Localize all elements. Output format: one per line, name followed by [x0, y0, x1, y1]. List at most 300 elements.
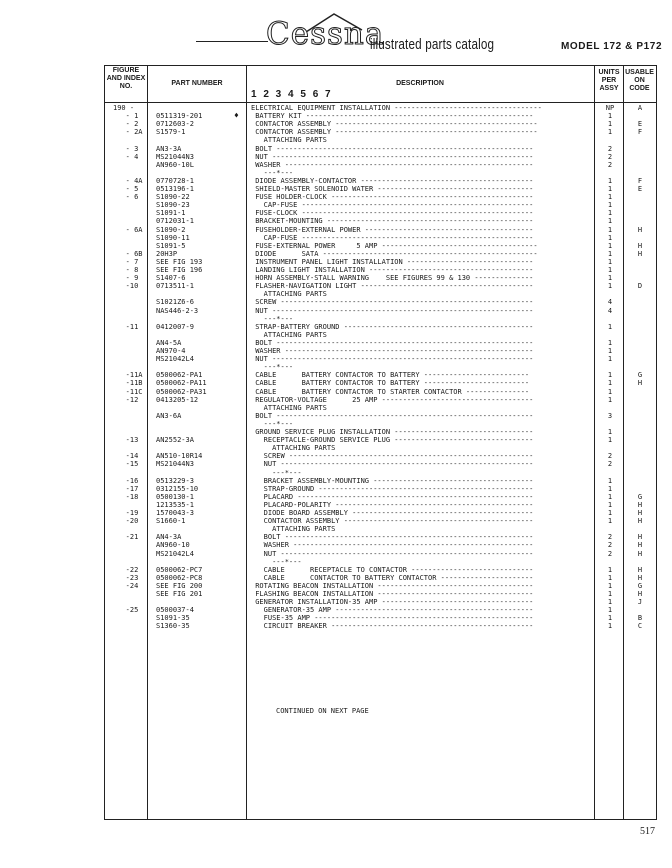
units-per-assy-cell: 1: [607, 176, 613, 185]
usable-code-cell: F: [637, 176, 643, 185]
table-row: [0, 493, 672, 501]
units-per-assy-cell: 1: [607, 517, 613, 526]
page-number: 517: [640, 826, 655, 837]
figure-index-cell: - 1: [113, 112, 139, 121]
part-number-cell: 0412007-9: [156, 322, 194, 331]
part-number-cell: 0500037-4: [156, 606, 194, 615]
figure-index-cell: -13: [113, 436, 139, 445]
part-number-cell: AN3-6A: [156, 411, 182, 420]
description-cell: CABLE BATTERY CONTACTOR TO STARTER CONTACTOR ---------------: [251, 387, 530, 396]
figure-index-cell: - 4A: [113, 176, 143, 185]
description-cell: RECEPTACLE-GROUND SERVICE PLUG ---------------------------------: [251, 436, 534, 445]
units-per-assy-cell: 1: [607, 185, 613, 193]
description-cell: ---*---: [251, 363, 294, 372]
table-row: [0, 501, 672, 509]
part-number-cell: S1090-11: [156, 233, 190, 242]
table-row: [0, 558, 672, 566]
usable-code-cell: B: [637, 614, 643, 623]
part-number-cell: 0713511-1: [156, 282, 194, 291]
usable-code-cell: H: [637, 565, 643, 574]
units-per-assy-cell: 1: [607, 241, 613, 250]
part-number-cell: AN510-10R14: [156, 452, 203, 461]
part-number-cell: 0500062-PC8: [156, 573, 203, 582]
part-number-cell: SEE FIG 201: [156, 590, 203, 598]
part-number-cell: 1213535-1: [156, 500, 194, 509]
units-per-assy-cell: 1: [607, 492, 613, 501]
description-cell: FUSE-CLOCK -------------------------------------------------------: [251, 209, 534, 218]
description-cell: STRAP-GROUND ---------------------------------------------------: [251, 484, 534, 493]
table-row: [0, 379, 672, 387]
units-per-assy-cell: 1: [607, 371, 613, 380]
part-number-cell: 1570043-3: [156, 509, 194, 517]
table-row: [0, 298, 672, 306]
part-number-cell: 0712603-2: [156, 120, 194, 129]
table-row: [0, 404, 672, 412]
table-row: [0, 161, 672, 169]
description-cell: BRACKET-MOUNTING -------------------------------------------------: [251, 217, 534, 226]
units-per-assy-cell: 1: [607, 282, 613, 291]
figure-index-cell: -10: [113, 282, 139, 291]
table-row: [0, 477, 672, 485]
catalog-title: illustrated parts catalog: [370, 36, 495, 53]
units-per-assy-cell: 1: [607, 395, 613, 404]
usable-code-cell: H: [637, 225, 643, 234]
figure-index-cell: -11B: [113, 379, 143, 388]
figure-index-cell: -25: [113, 606, 139, 615]
description-cell: ATTACHING PARTS: [251, 525, 336, 534]
description-cell: NUT --------------------------------------------------------------: [251, 355, 534, 364]
table-row: [0, 112, 672, 120]
figure-index-cell: -11A: [113, 371, 143, 380]
description-cell: ---*---: [251, 468, 302, 477]
table-row: [0, 525, 672, 533]
units-per-assy-cell: 1: [607, 590, 613, 598]
figure-index-cell: -15: [113, 460, 139, 469]
description-cell: DIODE SATA ---------------------------------------------------: [251, 249, 538, 258]
continued-note: [0, 699, 672, 715]
table-row: [0, 339, 672, 347]
description-cell: FUSE-EXTERNAL POWER 5 AMP -------------------------------------: [251, 241, 538, 250]
part-number-cell: MS21044N3: [156, 152, 194, 161]
continued-text: CONTINUED ON NEXT PAGE: [276, 707, 369, 715]
usable-code-cell: H: [637, 241, 643, 250]
units-per-assy-cell: 1: [607, 347, 613, 355]
units-per-assy-cell: 1: [607, 209, 613, 218]
description-cell: ELECTRICAL EQUIPMENT INSTALLATION -----------------------------------: [251, 104, 542, 112]
table-row: [0, 452, 672, 460]
usable-code-cell: H: [637, 549, 643, 558]
usable-code-cell: H: [637, 590, 643, 598]
description-cell: SCREW ----------------------------------------------------------: [251, 452, 534, 461]
description-cell: ---*---: [251, 314, 294, 323]
table-row: [0, 412, 672, 420]
header-description: DESCRIPTION: [396, 80, 444, 87]
description-cell: WASHER ---------------------------------------------------------: [251, 541, 534, 550]
units-per-assy-cell: 1: [607, 266, 613, 274]
table-row: [0, 574, 672, 582]
description-cell: GROUND SERVICE PLUG INSTALLATION ---------------------------------: [251, 428, 534, 436]
units-per-assy-cell: 1: [607, 257, 613, 266]
table-row: [0, 217, 672, 225]
figure-index-cell: - 6A: [113, 225, 143, 234]
part-number-cell: AN2552-3A: [156, 436, 194, 445]
units-per-assy-cell: 1: [607, 379, 613, 388]
description-cell: FLASHING BEACON INSTALLATION -------------------------------------: [251, 590, 534, 598]
part-number-cell: AN4-5A: [156, 338, 182, 347]
table-row: [0, 323, 672, 331]
diamond-marker-icon: ♦: [234, 111, 239, 121]
table-row: [0, 598, 672, 606]
table-row: [0, 590, 672, 598]
table-row: [0, 444, 672, 452]
table-row: [0, 177, 672, 185]
part-number-cell: 20H3P: [156, 249, 178, 258]
figure-index-cell: -23: [113, 573, 139, 582]
table-row: [0, 153, 672, 161]
part-number-cell: NAS446-2-3: [156, 306, 199, 315]
units-per-assy-cell: 1: [607, 249, 613, 258]
table-row: [0, 120, 672, 128]
description-cell: ROTATING BEACON INSTALLATION -------------------------------------: [251, 581, 534, 590]
units-per-assy-cell: 1: [607, 112, 613, 121]
figure-index-cell: - 8: [113, 266, 139, 274]
figure-index-cell: - 5: [113, 185, 139, 193]
units-per-assy-cell: 4: [607, 298, 613, 307]
page-header: [0, 0, 672, 66]
figure-index-cell: -14: [113, 452, 139, 461]
description-cell: STRAP-BATTERY GROUND ---------------------------------------------: [251, 322, 534, 331]
table-row: [0, 290, 672, 298]
units-per-assy-cell: 1: [607, 598, 613, 607]
part-number-cell: S1090-23: [156, 201, 190, 210]
description-cell: BOLT -------------------------------------------------------------: [251, 411, 534, 420]
description-cell: GENERATOR INSTALLATION-35 AMP ------------------------------------: [251, 598, 534, 607]
part-number-cell: 0513229-3: [156, 476, 194, 485]
description-cell: GENERATOR-35 AMP -----------------------------------------------: [251, 606, 534, 615]
units-per-assy-cell: 1: [607, 233, 613, 242]
usable-code-cell: H: [637, 573, 643, 582]
table-row: [0, 509, 672, 517]
description-cell: FUSEHOLDER-EXTERNAL POWER ----------------------------------------: [251, 225, 534, 234]
usable-code-cell: G: [637, 492, 643, 501]
description-cell: CAP-FUSE -------------------------------------------------------: [251, 233, 534, 242]
description-cell: ---*---: [251, 168, 294, 177]
description-cell: BOLT -------------------------------------------------------------: [251, 144, 534, 153]
units-per-assy-cell: NP: [605, 104, 615, 112]
description-cell: CABLE CONTACTOR TO BATTERY CONTACTOR ----------------------: [251, 573, 534, 582]
description-cell: WASHER -----------------------------------------------------------: [251, 160, 534, 169]
table-row: [0, 136, 672, 144]
table-row: [0, 104, 672, 112]
units-per-assy-cell: 2: [607, 160, 613, 169]
table-row: [0, 420, 672, 428]
units-per-assy-cell: 2: [607, 152, 613, 161]
units-per-assy-cell: 2: [607, 460, 613, 469]
description-cell: SHIELD-MASTER SOLENOID WATER -------------------------------------: [251, 185, 534, 193]
header-divider: [104, 102, 656, 103]
figure-index-cell: -11C: [113, 387, 143, 396]
description-cell: PLACARD --------------------------------------------------------: [251, 492, 534, 501]
figure-index-cell: -21: [113, 533, 139, 542]
units-per-assy-cell: 1: [607, 573, 613, 582]
units-per-assy-cell: 1: [607, 565, 613, 574]
units-per-assy-cell: 1: [607, 387, 613, 396]
part-number-cell: S1090-22: [156, 193, 190, 202]
table-row: [0, 250, 672, 258]
part-number-cell: S1021Z6-6: [156, 298, 194, 307]
description-cell: ATTACHING PARTS: [251, 444, 336, 453]
description-cell: REGULATOR-VOLTAGE 25 AMP ------------------------------------: [251, 395, 534, 404]
units-per-assy-cell: 1: [607, 581, 613, 590]
part-number-cell: MS21044N3: [156, 460, 194, 469]
units-per-assy-cell: 1: [607, 622, 613, 631]
part-number-cell: AN3-3A: [156, 144, 182, 153]
usable-code-cell: E: [637, 120, 643, 129]
units-per-assy-cell: 2: [607, 541, 613, 550]
table-row: [0, 258, 672, 266]
figure-index-cell: -18: [113, 492, 139, 501]
usable-code-cell: D: [637, 282, 643, 291]
table-row: [0, 169, 672, 177]
description-cell: CONTACTOR ASSEMBLY ------------------------------------------------: [251, 120, 538, 129]
table-row: [0, 209, 672, 217]
description-cell: CABLE BATTERY CONTACTOR TO BATTERY -------------------------: [251, 371, 530, 380]
description-cell: NUT --------------------------------------------------------------: [251, 306, 534, 315]
logo-rule: [196, 41, 268, 42]
description-cell: ATTACHING PARTS: [251, 403, 327, 412]
figure-index-cell: - 6: [113, 193, 139, 202]
figure-index-cell: - 2A: [113, 128, 143, 137]
table-row: [0, 347, 672, 355]
usable-code-cell: H: [637, 500, 643, 509]
units-per-assy-cell: 1: [607, 355, 613, 364]
description-cell: BOLT -----------------------------------------------------------: [251, 533, 534, 542]
description-cell: FLASHER-NAVIGATION LIGHT -----------------------------------------: [251, 282, 534, 291]
part-number-cell: S1660-1: [156, 517, 186, 526]
indent-level-digits: 1 2 3 4 5 6 7: [251, 89, 333, 100]
table-row: [0, 541, 672, 549]
table-row: [0, 396, 672, 404]
part-number-cell: SEE FIG 193: [156, 257, 203, 266]
table-row: [0, 614, 672, 622]
units-per-assy-cell: 3: [607, 411, 613, 420]
figure-index-cell: -12: [113, 395, 139, 404]
description-cell: FUSE HOLDER-CLOCK ------------------------------------------------: [251, 193, 534, 202]
part-number-cell: SEE FIG 200: [156, 581, 203, 590]
description-cell: INSTRUMENT PANEL LIGHT INSTALLATION ------------------------------: [251, 257, 534, 266]
units-per-assy-cell: 2: [607, 549, 613, 558]
usable-code-cell: H: [637, 541, 643, 550]
figure-index-cell: 190 -: [113, 104, 135, 112]
description-cell: ATTACHING PARTS: [251, 136, 327, 145]
part-number-cell: 0500062-PC7: [156, 565, 203, 574]
units-per-assy-cell: 1: [607, 476, 613, 485]
figure-index-cell: -11: [113, 322, 139, 331]
figure-index-cell: - 2: [113, 120, 139, 129]
usable-code-cell: H: [637, 509, 643, 517]
usable-code-cell: H: [637, 379, 643, 388]
units-per-assy-cell: 4: [607, 306, 613, 315]
part-number-cell: S1579-1: [156, 128, 186, 137]
table-row: [0, 550, 672, 558]
table-row: [0, 226, 672, 234]
units-per-assy-cell: 2: [607, 144, 613, 153]
table-row: [0, 533, 672, 541]
figure-index-cell: -22: [113, 565, 139, 574]
table-row: [0, 485, 672, 493]
part-number-cell: 0500062-PA31: [156, 387, 207, 396]
description-cell: CAP-FUSE -------------------------------------------------------: [251, 201, 534, 210]
table-row: [0, 201, 672, 209]
table-row: [0, 436, 672, 444]
part-number-cell: S1091-35: [156, 614, 190, 623]
description-cell: PLACARD-POLARITY -----------------------------------------------: [251, 500, 534, 509]
figure-index-cell: - 6B: [113, 249, 143, 258]
header-figure: FIGURE AND INDEX NO.: [106, 67, 146, 90]
description-cell: WASHER -----------------------------------------------------------: [251, 347, 534, 355]
table-row: [0, 363, 672, 371]
table-row: [0, 145, 672, 153]
usable-code-cell: H: [637, 533, 643, 542]
table-row: [0, 193, 672, 201]
table-row: [0, 582, 672, 590]
header-units: UNITS PER ASSY: [598, 69, 620, 92]
table-row: [0, 428, 672, 436]
description-cell: ATTACHING PARTS: [251, 330, 327, 339]
table-row: [0, 315, 672, 323]
part-number-cell: MS21042L4: [156, 549, 194, 558]
description-cell: ---*---: [251, 419, 294, 428]
table-row: [0, 371, 672, 379]
units-per-assy-cell: 1: [607, 338, 613, 347]
description-cell: CONTACTOR ASSEMBLY ---------------------------------------------: [251, 517, 534, 526]
description-cell: CIRCUIT BREAKER ------------------------------------------------: [251, 622, 534, 631]
table-row: [0, 234, 672, 242]
description-cell: ATTACHING PARTS: [251, 290, 327, 299]
table-row: [0, 274, 672, 282]
figure-index-cell: -16: [113, 476, 139, 485]
description-cell: SCREW ------------------------------------------------------------: [251, 298, 534, 307]
units-per-assy-cell: 1: [607, 274, 613, 283]
description-cell: DIODE BOARD ASSEMBLY -------------------------------------------: [251, 509, 534, 517]
units-per-assy-cell: 1: [607, 606, 613, 615]
units-per-assy-cell: 1: [607, 484, 613, 493]
description-cell: BOLT -------------------------------------------------------------: [251, 338, 534, 347]
units-per-assy-cell: 1: [607, 500, 613, 509]
units-per-assy-cell: 1: [607, 509, 613, 517]
part-number-cell: AN960-10L: [156, 160, 194, 169]
table-row: [0, 355, 672, 363]
description-cell: FUSE-35 AMP ----------------------------------------------------: [251, 614, 534, 623]
part-number-cell: AN4-3A: [156, 533, 182, 542]
table-row: [0, 307, 672, 315]
part-number-cell: 0312155-10: [156, 484, 199, 493]
part-number-cell: AN970-4: [156, 347, 186, 355]
description-cell: NUT ------------------------------------------------------------: [251, 460, 534, 469]
usable-code-cell: J: [637, 598, 643, 607]
part-number-cell: 0712031-1: [156, 217, 194, 226]
part-number-cell: 0500062-PA11: [156, 379, 207, 388]
table-row: [0, 388, 672, 396]
units-per-assy-cell: 1: [607, 225, 613, 234]
part-number-cell: 0500062-PA1: [156, 371, 203, 380]
table-row: [0, 242, 672, 250]
part-number-cell: 0500130-1: [156, 492, 194, 501]
units-per-assy-cell: 1: [607, 193, 613, 202]
usable-code-cell: G: [637, 371, 643, 380]
usable-code-cell: E: [637, 185, 643, 193]
units-per-assy-cell: 2: [607, 533, 613, 542]
figure-index-cell: -24: [113, 581, 139, 590]
description-cell: CABLE BATTERY CONTACTOR TO BATTERY -------------------------: [251, 379, 530, 388]
table-row: [0, 128, 672, 136]
units-per-assy-cell: 1: [607, 436, 613, 445]
usable-code-cell: C: [637, 622, 643, 631]
figure-index-cell: - 7: [113, 257, 139, 266]
table-row: [0, 460, 672, 468]
description-cell: DIODE ASSEMBLY-CONTACTOR -----------------------------------------: [251, 176, 534, 185]
units-per-assy-cell: 1: [607, 201, 613, 210]
part-number-cell: S1090-2: [156, 225, 186, 234]
header-part-number: PART NUMBER: [171, 80, 223, 87]
table-row: [0, 517, 672, 525]
units-per-assy-cell: 2: [607, 452, 613, 461]
part-number-cell: MS21042L4: [156, 355, 194, 364]
table-row: [0, 469, 672, 477]
logo-text: Cessna: [266, 16, 385, 52]
table-row: [0, 282, 672, 290]
part-number-cell: S1360-35: [156, 622, 190, 631]
figure-index-cell: -17: [113, 484, 139, 493]
table-row: [0, 566, 672, 574]
model-label: MODEL 172 & P172: [561, 41, 663, 52]
usable-code-cell: F: [637, 128, 643, 137]
part-number-cell: 0513196-1: [156, 185, 194, 193]
description-cell: NUT ------------------------------------------------------------: [251, 549, 534, 558]
description-cell: ---*---: [251, 557, 302, 566]
figure-index-cell: -20: [113, 517, 139, 526]
units-per-assy-cell: 1: [607, 120, 613, 129]
description-cell: LANDING LIGHT INSTALLATION ---------------------------------------: [251, 266, 534, 274]
figure-index-cell: -19: [113, 509, 139, 517]
usable-code-cell: G: [637, 581, 643, 590]
table-row: [0, 606, 672, 614]
table-row: [0, 331, 672, 339]
usable-code-cell: H: [637, 517, 643, 526]
description-cell: HORN ASSEMBLY-STALL WARNING SEE FIGURES 99 & 130 --------------: [251, 274, 534, 283]
description-cell: CABLE RECEPTACLE TO CONTACTOR -----------------------------: [251, 565, 534, 574]
table-row: [0, 185, 672, 193]
figure-index-cell: - 3: [113, 144, 139, 153]
units-per-assy-cell: 1: [607, 322, 613, 331]
units-per-assy-cell: 1: [607, 217, 613, 226]
part-number-cell: S1091-5: [156, 241, 186, 250]
units-per-assy-cell: 1: [607, 128, 613, 137]
description-cell: BRACKET ASSEMBLY-MOUNTING --------------------------------------: [251, 476, 534, 485]
figure-index-cell: - 4: [113, 152, 139, 161]
table-row: [0, 266, 672, 274]
usable-code-cell: H: [637, 249, 643, 258]
description-cell: NUT --------------------------------------------------------------: [251, 152, 534, 161]
units-per-assy-cell: 1: [607, 428, 613, 436]
part-number-cell: AN960-10: [156, 541, 190, 550]
units-per-assy-cell: 1: [607, 614, 613, 623]
description-cell: CONTACTOR ASSEMBLY ------------------------------------------------: [251, 128, 538, 137]
table-row: [0, 622, 672, 630]
header-usable: USABLE ON CODE: [625, 69, 654, 92]
figure-index-cell: - 9: [113, 274, 139, 283]
cessna-logo: [196, 10, 385, 54]
